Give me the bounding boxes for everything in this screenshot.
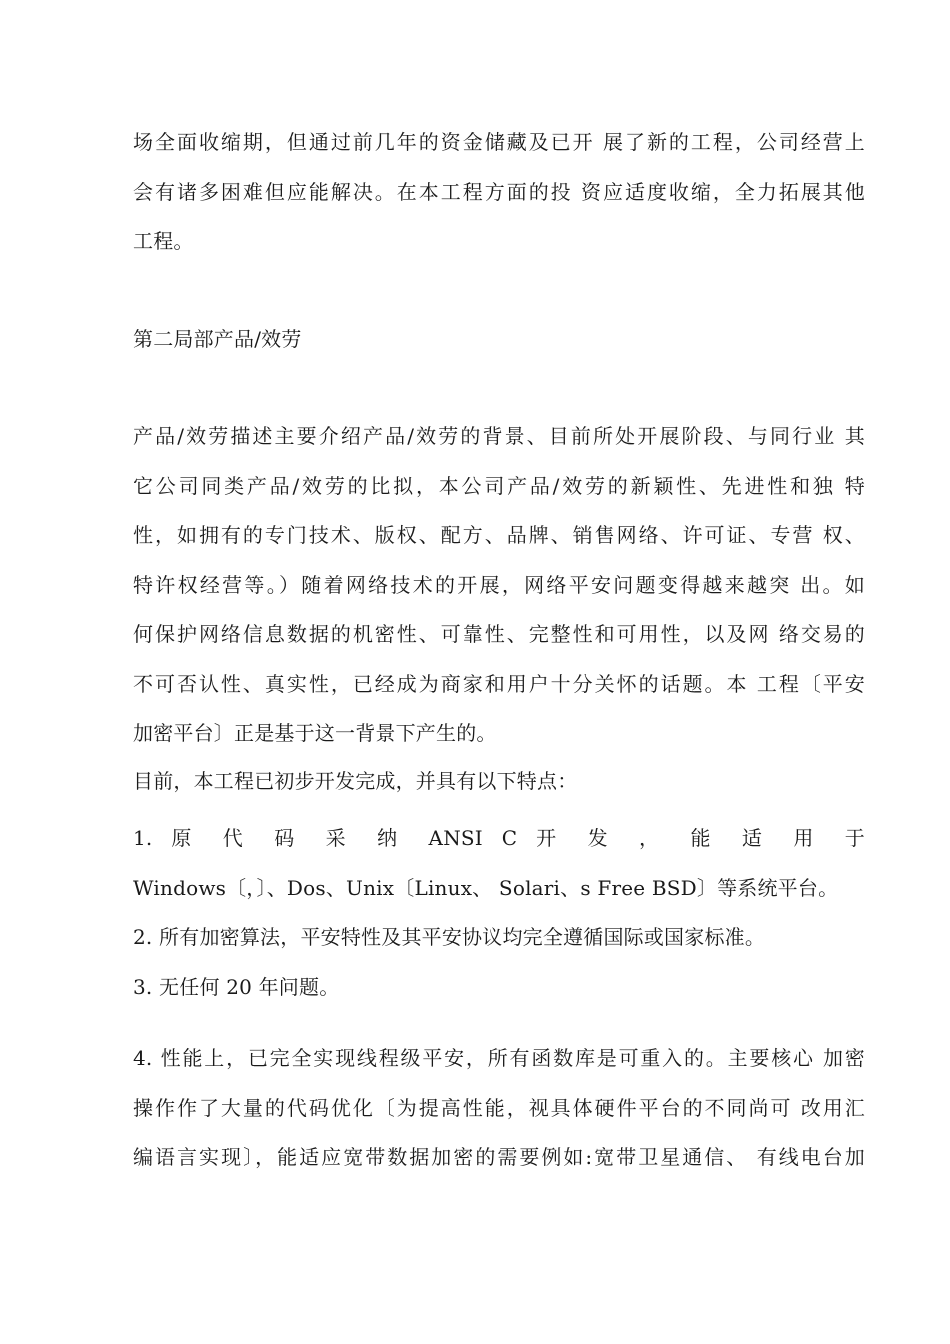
text-line: 产品/效劳描述主要介绍产品/效劳的背景、目前所处开展阶段、与同行业 其 [133, 424, 865, 448]
text-line: 操作作了大量的代码优化〔为提高性能，视具体硬件平台的不同尚可 改用汇 [133, 1095, 865, 1120]
text-line: 不可否认性、真实性，已经成为商家和用户十分关怀的话题。本 工程〔平安 [133, 671, 865, 696]
text-line: 编语言实现〕，能适应宽带数据加密的需要例如:宽带卫星通信、 有线电台加 [133, 1145, 865, 1169]
text-line: 加密平台〕正是基于这一背景下产生的。 [133, 721, 497, 745]
product-description-paragraph [133, 412, 865, 759]
text-line: 它公司同类产品/效劳的比拟，本公司产品/效劳的新颖性、先进性和独 特 [133, 473, 865, 498]
paragraph-continuation [133, 118, 865, 267]
text-line: 工程。 [133, 229, 194, 253]
text-line: 性，如拥有的专门技术、版权、配方、品牌、销售网络、许可证、专营 权、 [133, 523, 865, 547]
text-line: 4. 性能上，已完全实现线程级平安，所有函数库是可重入的。主要核心 加密 [133, 1046, 865, 1070]
document-page [133, 118, 865, 1183]
feature-item-2 [133, 913, 865, 963]
text-line: 何保护网络信息数据的机密性、可靠性、完整性和可用性，以及网 络交易的 [133, 622, 865, 646]
text-line: 3. 无任何 20 年问题。 [133, 974, 340, 999]
feature-item-4 [133, 1034, 865, 1183]
feature-item-3 [133, 963, 865, 1013]
text-line: 特许权经营等。）随着网络技术的开展，网络平安问题变得越来越突 出。如 [133, 572, 865, 597]
text-line: 2. 所有加密算法，平安特性及其平安协议均完全遵循国际或国家标准。 [133, 925, 766, 949]
text-line: 会有诸多困难但应能解决。在本工程方面的投 资应适度收缩，全力拓展其他 [133, 179, 865, 204]
text-line: 场全面收缩期，但通过前几年的资金储藏及已开 展了新的工程，公司经营上 [133, 130, 865, 154]
text-line: 1. 原 代 码 采 纳 ANSI C 开 发 ， 能 适 用 于 [133, 826, 865, 850]
feature-list [133, 814, 865, 1183]
section-title: 第二局部产品/效劳 [133, 326, 302, 351]
text-line: Windows〔，〕、Dos、Unix〔Linux、 Solari、s Free BSD〕等系统平台。 [133, 875, 839, 900]
feature-item-1 [133, 814, 865, 913]
intro-line: 目前，本工程已初步开发完成，并具有以下特点： [133, 768, 578, 793]
